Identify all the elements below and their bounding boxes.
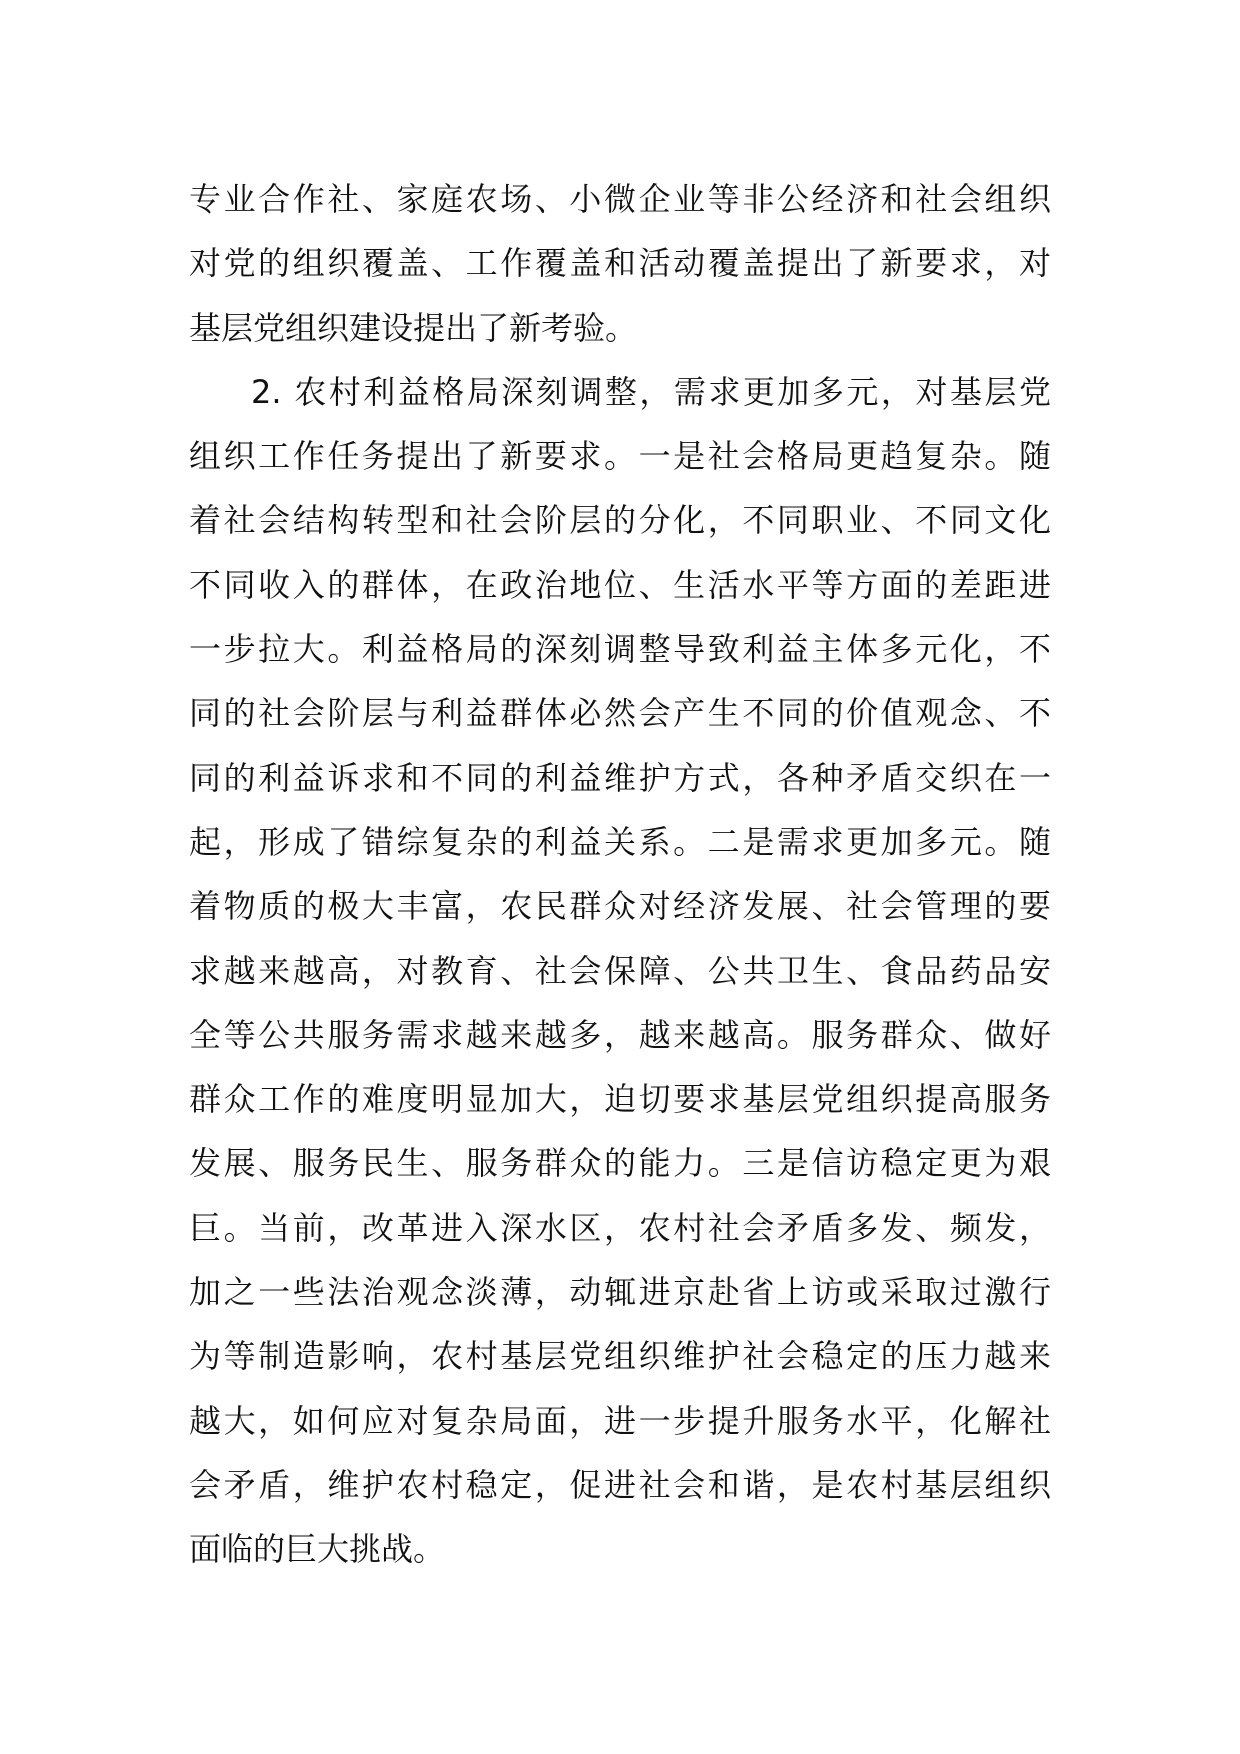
text-line: 2. 农村利益格局深刻调整，需求更加多元，对基层党 (251, 372, 1051, 411)
text-line: 会矛盾，维护农村稳定，促进社会和谐，是农村基层组织 (189, 1465, 1051, 1504)
text-line: 基层党组织建设提出了新考验。 (189, 308, 638, 347)
text-line: 发展、服务民生、服务群众的能力。三是信访稳定更为艰 (189, 1144, 1051, 1183)
text-line: 求越来越高，对教育、社会保障、公共卫生、食品药品安 (189, 951, 1051, 990)
text-line: 同的利益诉求和不同的利益维护方式，各种矛盾交织在一 (189, 758, 1051, 797)
body-text (189, 167, 1051, 1582)
text-line: 全等公共服务需求越来越多，越来越高。服务群众、做好 (189, 1015, 1051, 1054)
text-line: 同的社会阶层与利益群体必然会产生不同的价值观念、不 (189, 694, 1051, 733)
text-line: 对党的组织覆盖、工作覆盖和活动覆盖提出了新要求，对 (189, 244, 1051, 283)
text-line: 专业合作社、家庭农场、小微企业等非公经济和社会组织 (189, 180, 1051, 218)
text-line: 越大，如何应对复杂局面，进一步提升服务水平，化解社 (189, 1401, 1051, 1440)
text-line: 着物质的极大丰富，农民群众对经济发展、社会管理的要 (189, 887, 1051, 926)
text-line: 一步拉大。利益格局的深刻调整导致利益主体多元化，不 (189, 630, 1051, 669)
text-line: 着社会结构转型和社会阶层的分化，不同职业、不同文化 (189, 501, 1051, 540)
text-line: 为等制造影响，农村基层党组织维护社会稳定的压力越来 (189, 1337, 1051, 1376)
text-line: 群众工作的难度明显加大，迫切要求基层党组织提高服务 (189, 1080, 1051, 1119)
text-line: 加之一些法治观念淡薄，动辄进京赴省上访或采取过激行 (189, 1273, 1051, 1312)
text-line: 面临的巨大挑战。 (189, 1530, 446, 1569)
text-line: 组织工作任务提出了新要求。一是社会格局更趋复杂。随 (189, 437, 1051, 476)
text-line: 起，形成了错综复杂的利益关系。二是需求更加多元。随 (189, 822, 1051, 861)
text-line: 不同收入的群体，在政治地位、生活水平等方面的差距进 (189, 565, 1051, 604)
text-line: 巨。当前，改革进入深水区，农村社会矛盾多发、频发， (189, 1208, 1051, 1247)
